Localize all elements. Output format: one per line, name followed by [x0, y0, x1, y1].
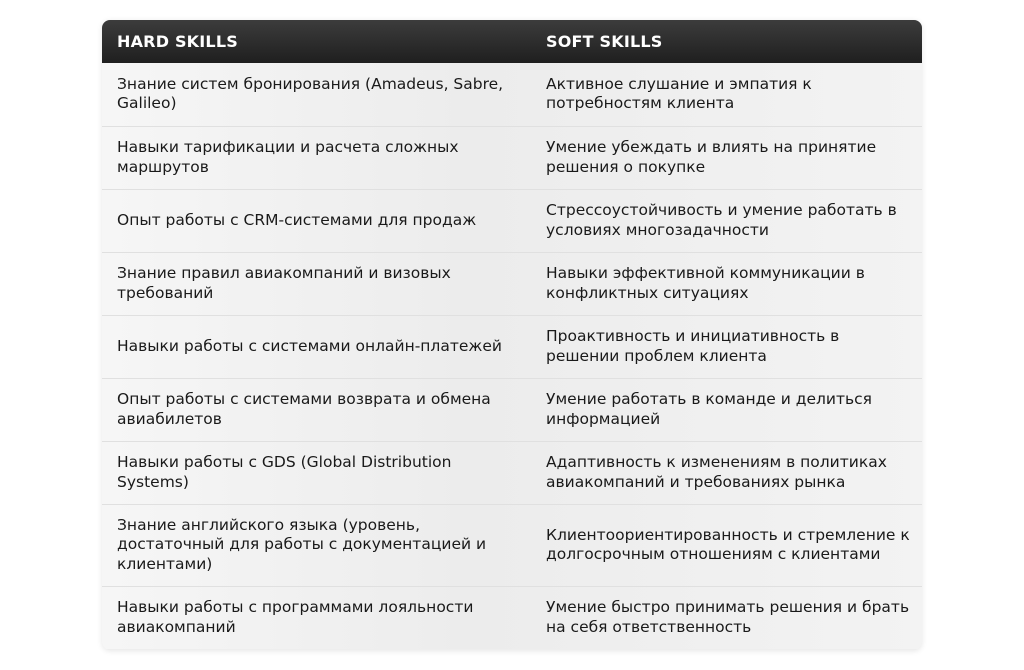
hard-skill-cell: Знание правил авиакомпаний и визовых требований [117, 264, 451, 302]
header-hard-skills: HARD SKILLS [117, 32, 238, 51]
table-row [102, 252, 922, 315]
table-body [102, 63, 922, 649]
soft-skill-cell: Умение быстро принимать решения и брать на себя ответственность [546, 598, 910, 636]
soft-skill-cell: Активное слушание и эмпатия к потребностям клиента [546, 74, 812, 113]
hard-skill-cell: Знание систем бронирования (Amadeus, Sabre, Galileo) [117, 74, 504, 113]
hard-skill-cell: Навыки тарификации и расчета сложных маршрутов [117, 138, 459, 176]
table-row [102, 126, 922, 189]
soft-skill-cell: Умение убеждать и влиять на принятие решения о покупке [546, 138, 877, 176]
hard-skill-cell: Знание английского языка (уровень, достаточный для работы с документацией и клиентами) [117, 515, 487, 573]
header-soft-skills: SOFT SKILLS [546, 32, 663, 51]
soft-skill-cell: Стрессоустойчивость и умение работать в условиях многозадачности [546, 201, 897, 239]
hard-skill-cell: Навыки работы с системами онлайн-платежей [117, 336, 502, 355]
table-row [102, 63, 922, 126]
soft-skill-cell: Адаптивность к изменениям в политиках авиакомпаний и требованиях рынка [546, 453, 887, 491]
skills-table-container [102, 20, 922, 650]
table-row [102, 441, 922, 504]
hard-skill-cell: Опыт работы с системами возврата и обмена авиабилетов [117, 390, 491, 428]
skills-table [102, 20, 922, 649]
soft-skill-cell: Умение работать в команде и делиться информацией [546, 390, 872, 428]
table-row [102, 315, 922, 378]
soft-skill-cell: Клиентоориентированность и стремление к долгосрочным отношениям с клиентами [546, 525, 910, 563]
table-row [102, 586, 922, 649]
hard-skill-cell: Навыки работы с программами лояльности авиакомпаний [117, 598, 474, 636]
table-row [102, 378, 922, 441]
hard-skill-cell: Навыки работы с GDS (Global Distribution Systems) [117, 453, 452, 491]
table-header [102, 20, 922, 63]
soft-skill-cell: Навыки эффективной коммуникации в конфликтных ситуациях [546, 264, 865, 302]
header-row [102, 20, 922, 63]
hard-skill-cell: Опыт работы с CRM-системами для продаж [117, 210, 477, 229]
table-row [102, 504, 922, 586]
table-row [102, 189, 922, 252]
soft-skill-cell: Проактивность и инициативность в решении проблем клиента [546, 327, 840, 365]
